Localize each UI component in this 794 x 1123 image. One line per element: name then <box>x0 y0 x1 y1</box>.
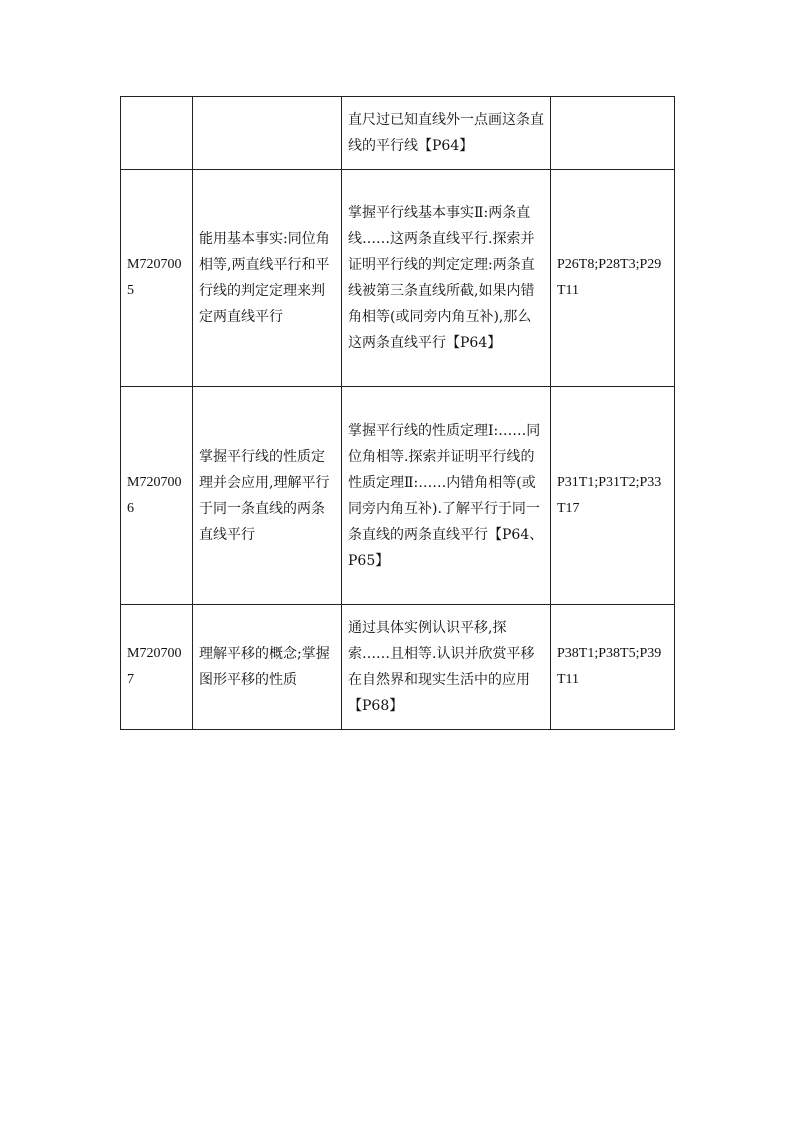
table-row <box>121 605 675 730</box>
content-cell: 掌握平行线基本事实Ⅱ:两条直线……这两条直线平行.探索并证明平行线的判定定理:两条直线被第三条直线所截,如果内错角相等(或同旁内角互补),那么这两条直线平行【P64】 <box>342 170 551 387</box>
standard-cell: 能用基本事实:同位角相等,两直线平行和平行线的判定定理来判定两直线平行 <box>193 170 342 387</box>
reference-cell: P38T1;P38T5;P39T11 <box>551 605 675 730</box>
code-cell: M7207006 <box>121 387 193 605</box>
code-cell: M7207005 <box>121 170 193 387</box>
table-row <box>121 387 675 605</box>
content-cell: 通过具体实例认识平移,探索……且相等.认识并欣赏平移在自然界和现实生活中的应用【P68】 <box>342 605 551 730</box>
code-cell <box>121 97 193 170</box>
table-row <box>121 170 675 387</box>
reference-cell <box>551 97 675 170</box>
reference-cell: P26T8;P28T3;P29T11 <box>551 170 675 387</box>
standard-cell: 掌握平行线的性质定理并会应用,理解平行于同一条直线的两条直线平行 <box>193 387 342 605</box>
content-cell: 掌握平行线的性质定理Ⅰ:……同位角相等.探索并证明平行线的性质定理Ⅱ:……内错角相等(或同旁内角互补).了解平行于同一条直线的两条直线平行【P64、P65】 <box>342 387 551 605</box>
code-cell: M7207007 <box>121 605 193 730</box>
curriculum-table <box>120 96 675 730</box>
table-row <box>121 97 675 170</box>
standard-cell <box>193 97 342 170</box>
reference-cell: P31T1;P31T2;P33T17 <box>551 387 675 605</box>
standard-cell: 理解平移的概念;掌握图形平移的性质 <box>193 605 342 730</box>
content-cell: 直尺过已知直线外一点画这条直线的平行线【P64】 <box>342 97 551 170</box>
